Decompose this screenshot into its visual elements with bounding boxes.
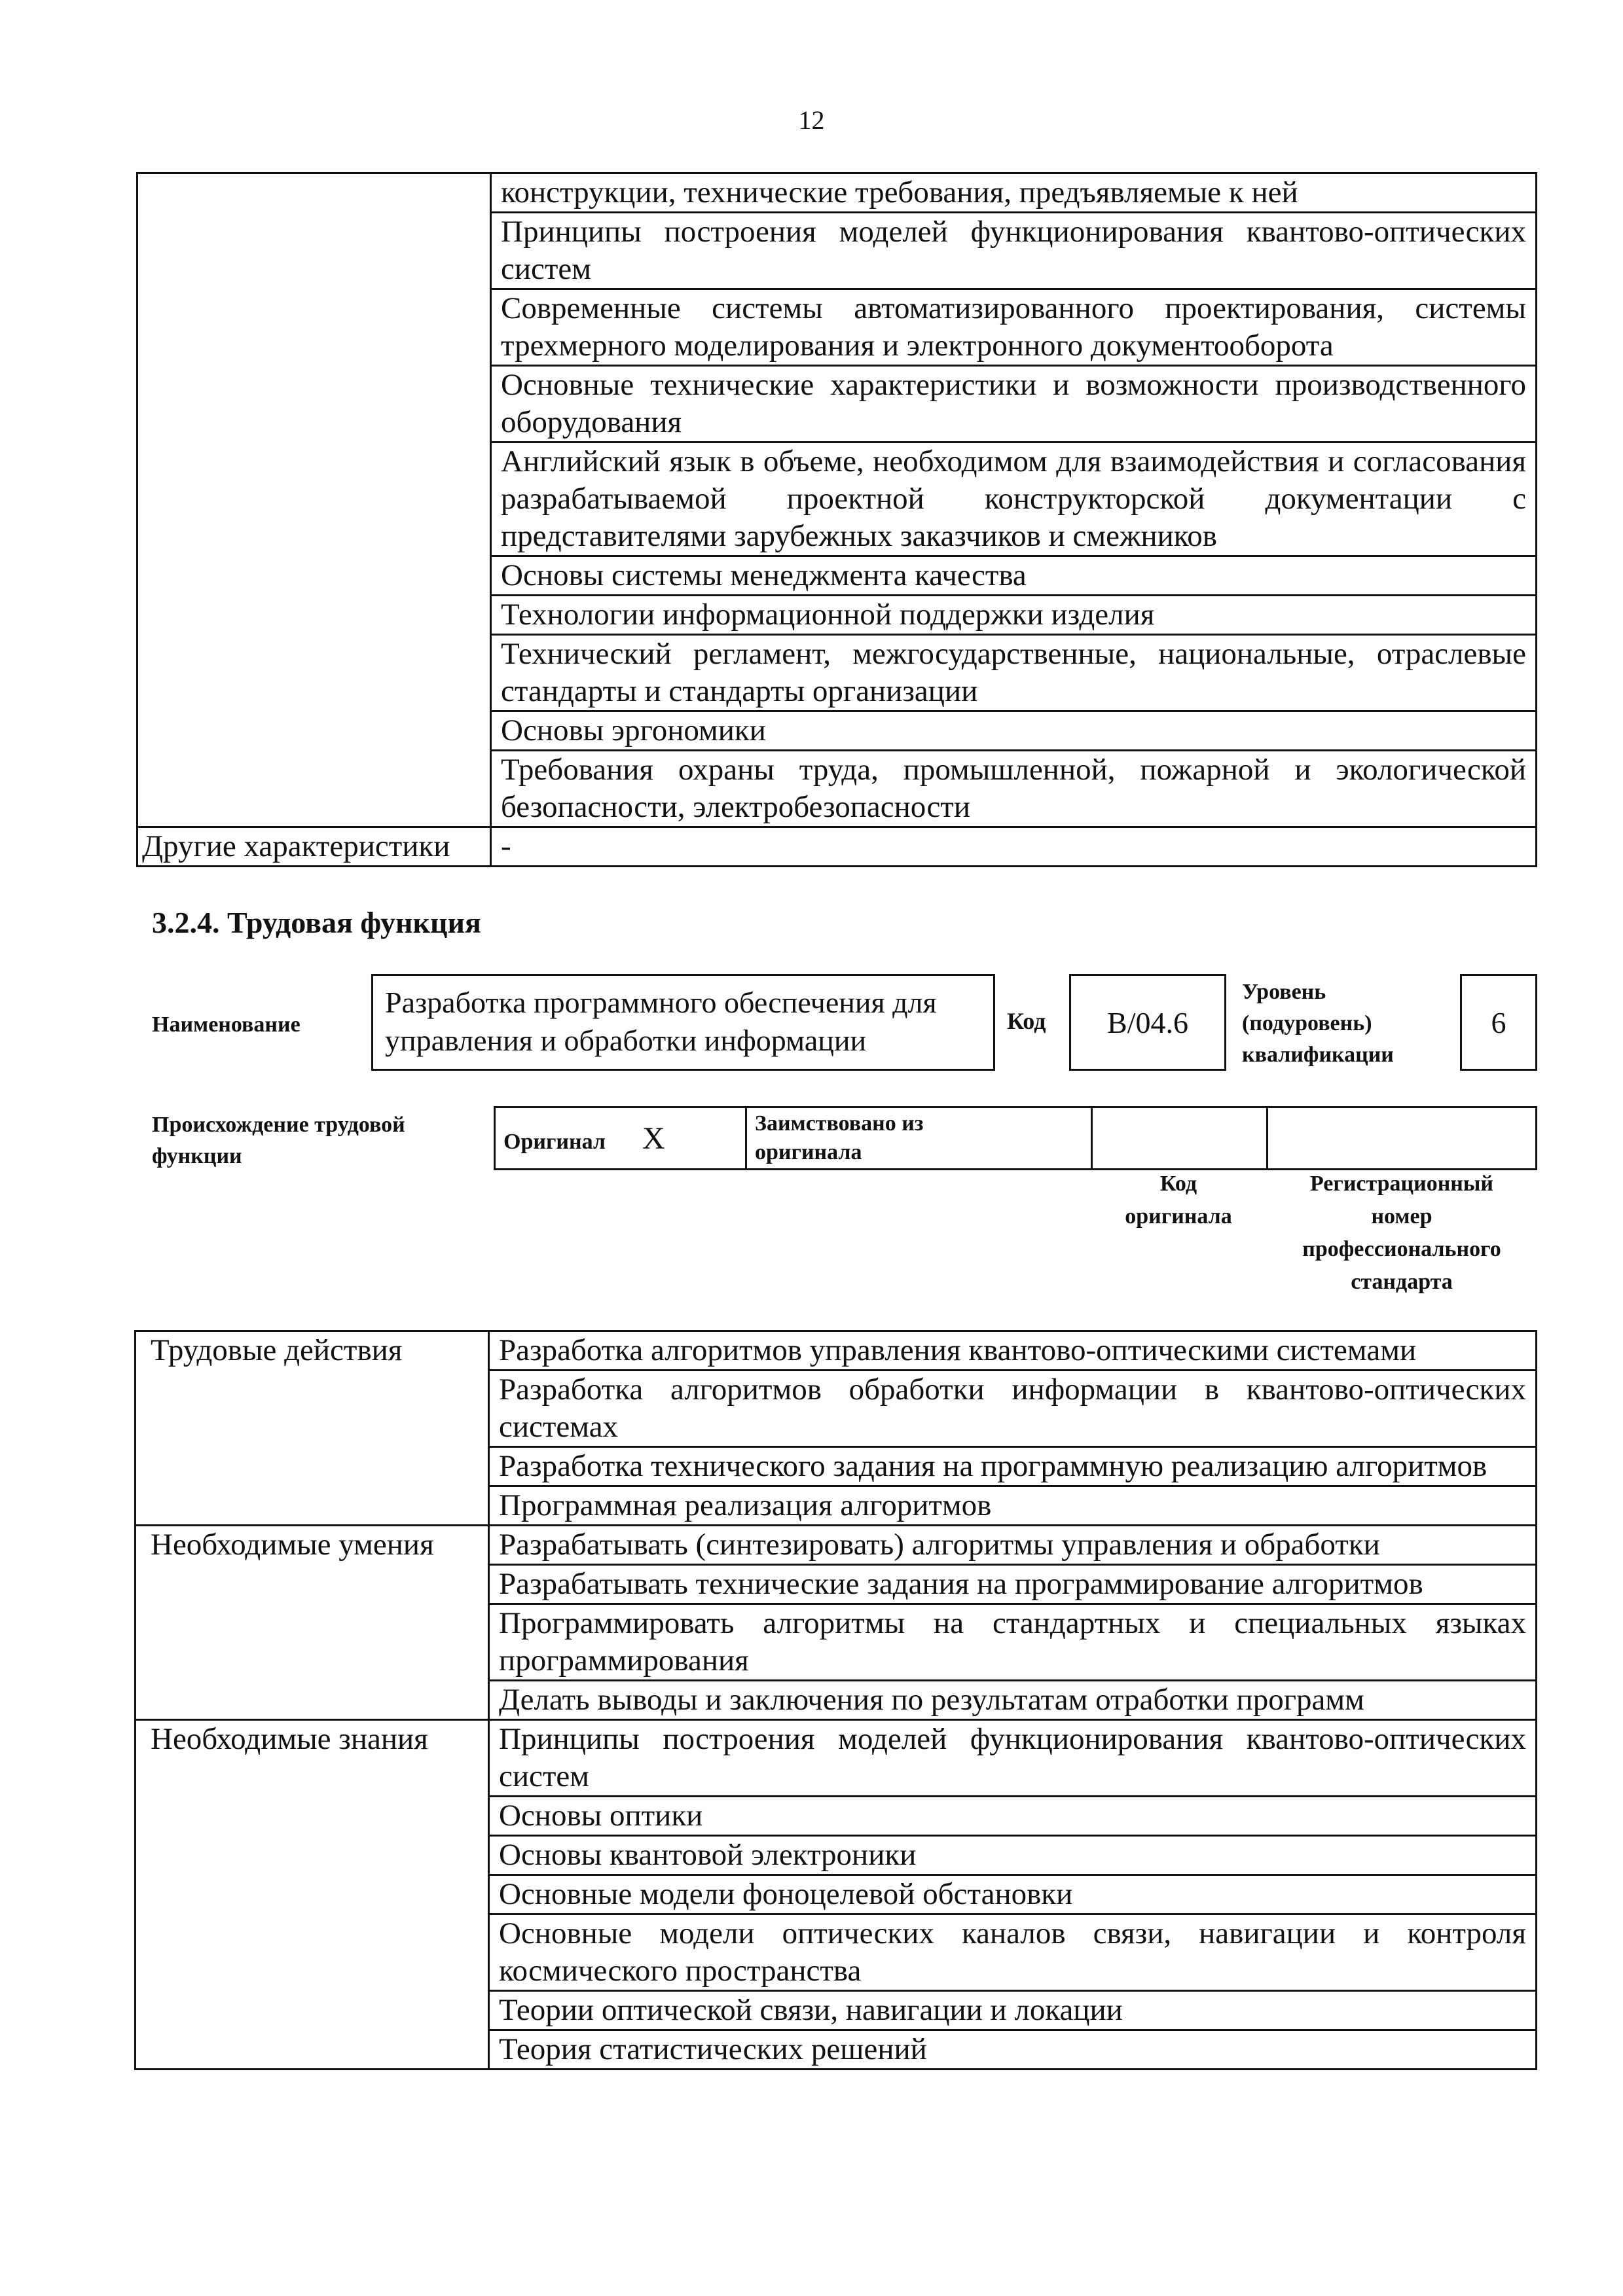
table-cell: Принципы построения моделей функционирования квантово-оптических систем (489, 1720, 1537, 1797)
table-cell: Современные системы автоматизированного проектирования, системы трехмерного моделирования и электронного документооборота (491, 289, 1537, 366)
table-cell: Технический регламент, межгосударственные, национальные, отраслевые стандарты и стандарты организации (491, 635, 1537, 711)
original-mark: X (642, 1121, 665, 1156)
table-cell: Теория статистических решений (489, 2030, 1537, 2070)
table-cell: Делать выводы и заключения по результатам отработки программ (489, 1681, 1537, 1720)
table-cell: Принципы построения моделей функционирования квантово-оптических систем (491, 213, 1537, 289)
table-cell: Основные модели оптических каналов связи, навигации и контроля космического пространства (489, 1914, 1537, 1991)
section-title: 3.2.4. Трудовая функция (152, 906, 481, 939)
original-code-caption (1091, 1168, 1266, 1233)
table-cell: Разрабатывать технические задания на программирование алгоритмов (489, 1565, 1537, 1604)
original-cell (495, 1107, 746, 1170)
level-box: 6 (1460, 974, 1537, 1071)
table-row (136, 1526, 1537, 1565)
qualification-level-label (1242, 977, 1394, 1071)
code-label: Код (1007, 1008, 1046, 1034)
level-label-line: Уровень (1242, 980, 1326, 1004)
table-cell: Теории оптической связи, навигации и локации (489, 1991, 1537, 2030)
table-cell: Английский язык в объеме, необходимом для взаимодействия и согласования разрабатываемой проектной конструкторской документации с представителями зарубежных заказчиков и смежников (491, 442, 1537, 556)
level-label-line: (подуровень) (1242, 1011, 1372, 1035)
table-row (136, 1331, 1537, 1371)
table-row (137, 827, 1537, 867)
origin-table (494, 1106, 1537, 1170)
table-cell: Программная реализация алгоритмов (489, 1486, 1537, 1526)
table-row (136, 1720, 1537, 1797)
table-cell: Разработка алгоритмов управления квантово-оптическими системами (489, 1331, 1537, 1371)
level-label-line: квалификации (1242, 1043, 1394, 1067)
table-row (495, 1107, 1537, 1170)
table-cell: Разработка технического задания на программную реализацию алгоритмов (489, 1447, 1537, 1486)
registration-number-caption (1266, 1168, 1537, 1299)
caption-line: номер (1371, 1204, 1432, 1229)
table-cell: Программировать алгоритмы на стандартных и специальных языках программирования (489, 1604, 1537, 1681)
required-skills-label: Необходимые умения (136, 1526, 489, 1720)
table-row (137, 173, 1537, 213)
table-cell: Основы оптики (489, 1797, 1537, 1836)
original-label: Оригинал (503, 1129, 606, 1154)
origin-label-line: функции (152, 1144, 242, 1168)
table-cell: Основы системы менеджмента качества (491, 556, 1537, 596)
origin-label (152, 1109, 405, 1172)
name-label: Наименование (152, 1013, 301, 1037)
borrowed-cell (746, 1107, 1092, 1170)
table-cell: Требования охраны труда, промышленной, пожарной и экологической безопасности, электробезопасности (491, 751, 1537, 827)
knowledge-table-continuation (136, 172, 1537, 867)
table-cell: конструкции, технические требования, предъявляемые к ней (491, 173, 1537, 213)
registration-number-cell (1267, 1107, 1537, 1170)
table-cell: Основные технические характеристики и возможности производственного оборудования (491, 366, 1537, 442)
table-cell: Технологии информационной поддержки изделия (491, 596, 1537, 635)
table-cell: Основные модели фоноцелевой обстановки (489, 1875, 1537, 1914)
table-cell: Основы эргономики (491, 711, 1537, 751)
function-name-box: Разработка программного обеспечения для управления и обработки информации (371, 974, 995, 1071)
other-characteristics-label: Другие характеристики (137, 827, 491, 867)
caption-line: стандарта (1351, 1270, 1453, 1294)
caption-line: профессионального (1302, 1237, 1501, 1261)
required-knowledge-label: Необходимые знания (136, 1720, 489, 2070)
code-box: B/04.6 (1069, 974, 1226, 1071)
labor-function-table (134, 1330, 1537, 2070)
borrowed-line: оригинала (755, 1140, 862, 1164)
table-cell: Разрабатывать (синтезировать) алгоритмы управления и обработки (489, 1526, 1537, 1565)
original-code-cell (1092, 1107, 1267, 1170)
table-cell: Разработка алгоритмов обработки информации в квантово-оптических системах (489, 1371, 1537, 1447)
labor-actions-label: Трудовые действия (136, 1331, 489, 1526)
other-characteristics-value: - (491, 827, 1537, 867)
origin-label-line: Происхождение трудовой (152, 1113, 405, 1137)
page-number: 12 (798, 105, 825, 135)
table-cell: Основы квантовой электроники (489, 1836, 1537, 1875)
caption-line: Код (1159, 1172, 1197, 1196)
caption-line: Регистрационный (1309, 1172, 1494, 1196)
caption-line: оригинала (1125, 1204, 1232, 1229)
empty-label-cell (137, 173, 491, 827)
borrowed-line: Заимствовано из (755, 1111, 924, 1136)
